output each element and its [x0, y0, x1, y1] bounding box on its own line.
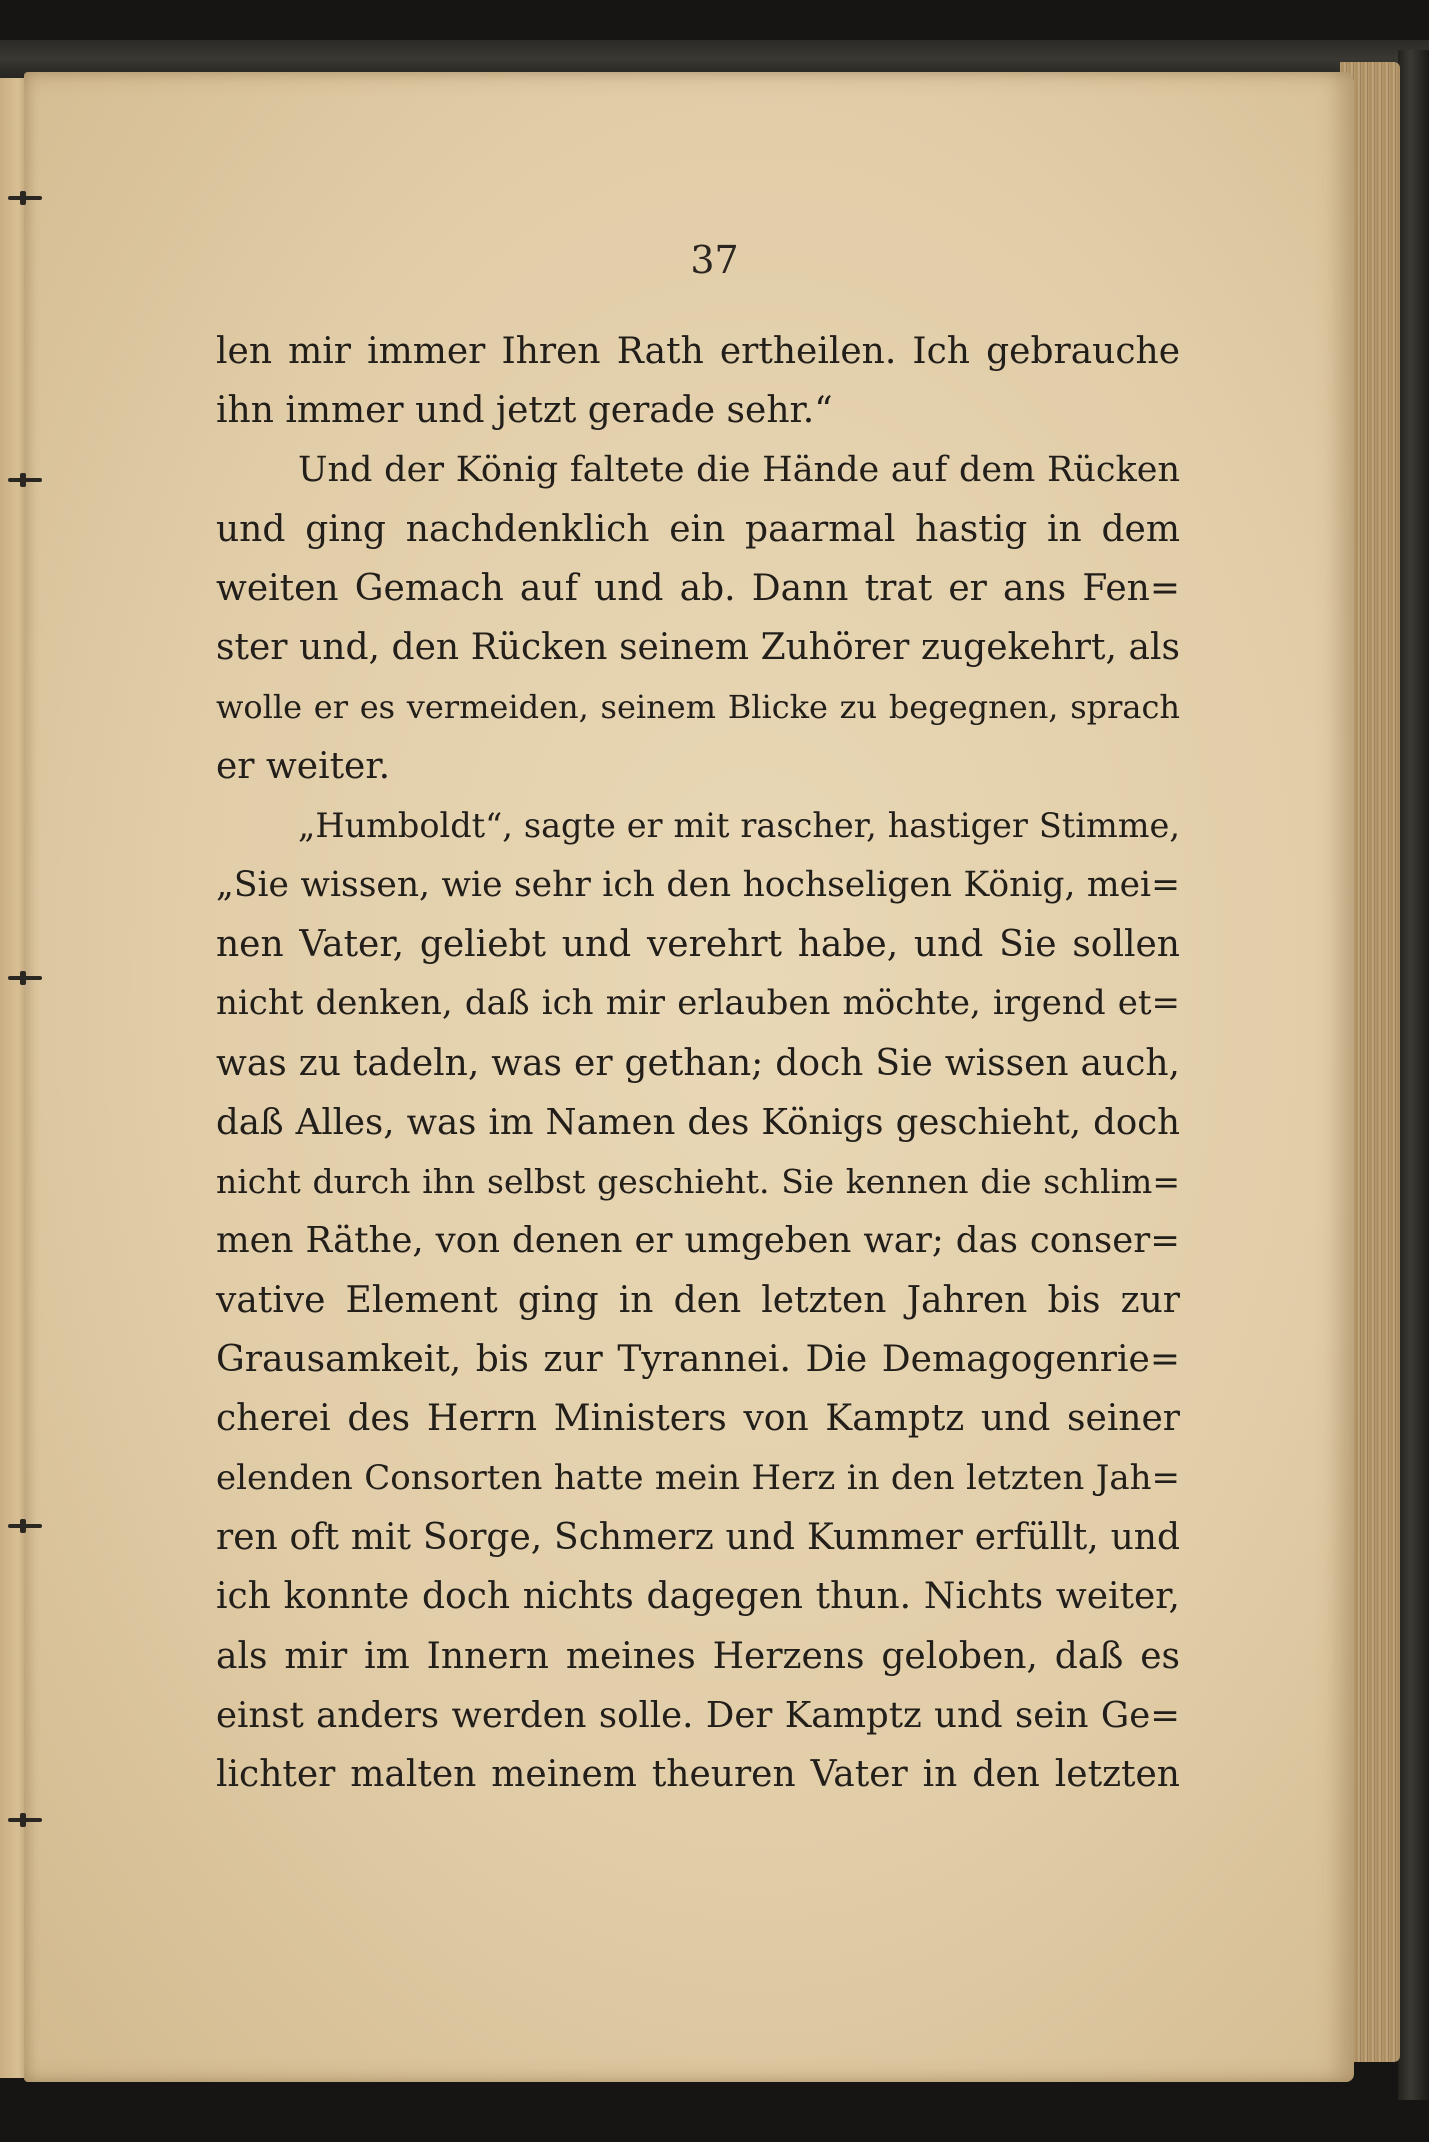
binding-stitch — [8, 1524, 42, 1528]
text-line: „Humboldt“, sagte er mit rascher, hastiger Stimme, — [298, 806, 1180, 846]
text-line: men Räthe, von denen er umgeben war; das conser= — [216, 1220, 1180, 1262]
text-line: ich konnte doch nichts dagegen thun. Nichts weiter, — [216, 1576, 1180, 1618]
binding-stitch — [8, 1818, 42, 1822]
binding-stitch — [8, 976, 42, 980]
text-line: er weiter. — [216, 746, 391, 788]
text-line: cherei des Herrn Ministers von Kamptz und seiner — [216, 1398, 1180, 1440]
text-line: elenden Consorten hatte mein Herz in den letzten Jah= — [216, 1457, 1180, 1498]
text-line: und ging nachdenklich ein paarmal hastig in dem — [216, 508, 1180, 550]
text-line: einst anders werden solle. Der Kamptz und sein Ge= — [216, 1694, 1180, 1736]
text-line: nen Vater, geliebt und verehrt habe, und Sie sollen — [216, 923, 1180, 965]
binding-stitch — [8, 196, 42, 200]
text-line: wolle er es vermeiden, seinem Blicke zu begegnen, sprach — [216, 687, 1180, 726]
text-line: Und der König faltete die Hände auf dem Rücken — [298, 449, 1180, 490]
body-text — [216, 322, 1180, 1804]
text-line: ihn immer und jetzt gerade sehr.“ — [216, 390, 833, 432]
text-line: ster und, den Rücken seinem Zuhörer zugekehrt, als — [216, 627, 1180, 669]
text-line: was zu tadeln, was er gethan; doch Sie wissen auch, — [216, 1042, 1180, 1084]
text-line: nicht denken, daß ich mir erlauben möchte, irgend et= — [216, 983, 1180, 1024]
text-line: weiten Gemach auf und ab. Dann trat er ans Fen= — [216, 568, 1180, 610]
text-line: als mir im Innern meines Herzens geloben, daß es — [216, 1635, 1180, 1677]
text-line: nicht durch ihn selbst geschieht. Sie kennen die schlim= — [216, 1162, 1180, 1202]
text-line: Grausamkeit, bis zur Tyrannei. Die Demagogenrie= — [216, 1339, 1180, 1381]
binding-stitch — [8, 478, 42, 482]
text-line: lichter malten meinem theuren Vater in den letzten — [216, 1754, 1180, 1796]
book-spine — [1398, 50, 1429, 2100]
page-number: 37 — [690, 238, 739, 282]
text-line: „Sie wissen, wie sehr ich den hochseligen König, mei= — [216, 864, 1180, 905]
text-line: ren oft mit Sorge, Schmerz und Kummer erfüllt, und — [216, 1516, 1180, 1558]
text-line: daß Alles, was im Namen des Königs geschieht, doch — [216, 1101, 1180, 1143]
text-line: len mir immer Ihren Rath ertheilen. Ich gebrauche — [216, 331, 1180, 372]
text-line: vative Element ging in den letzten Jahren bis zur — [216, 1279, 1180, 1321]
